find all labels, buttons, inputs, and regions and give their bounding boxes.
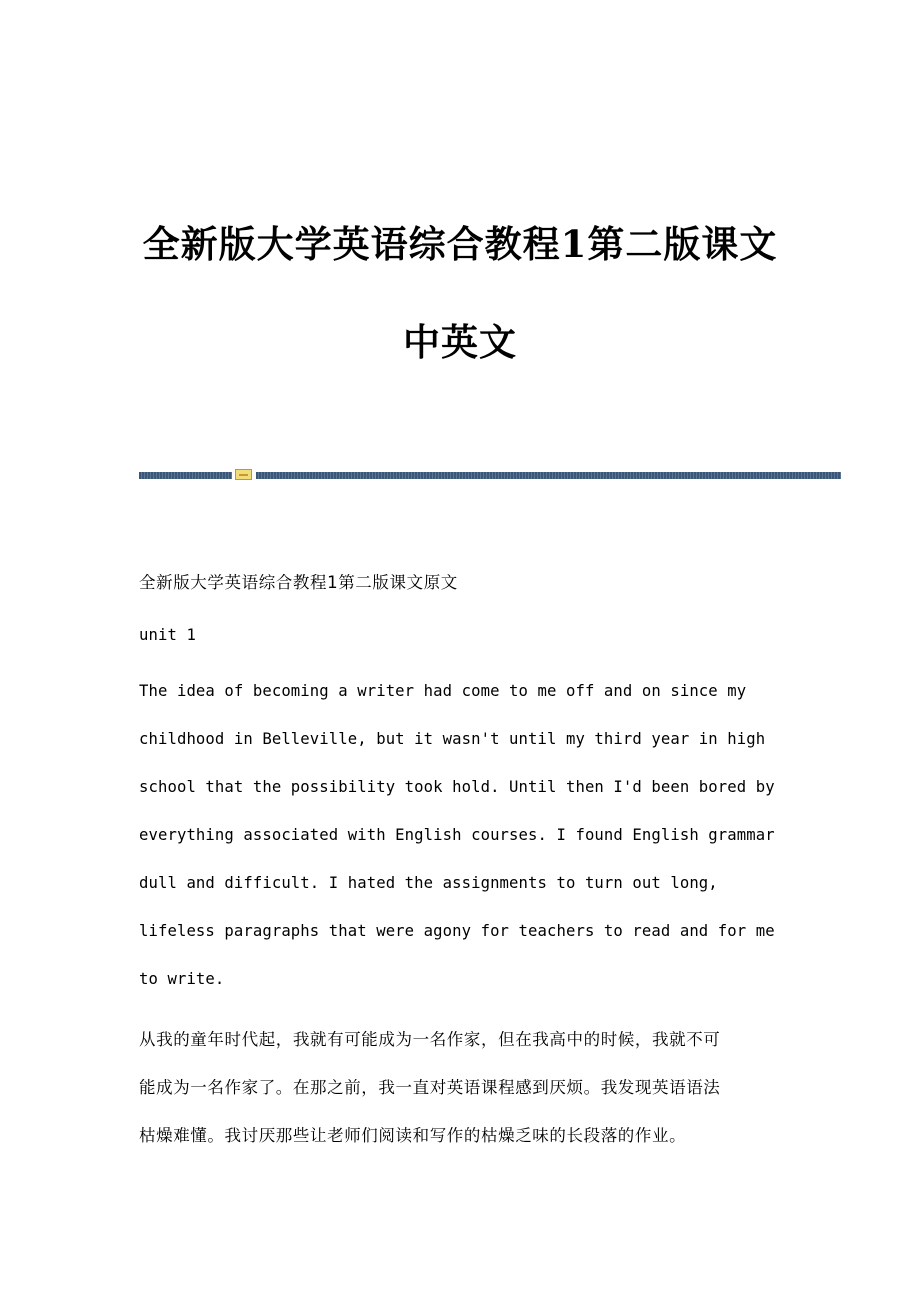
document-subtitle: 全新版大学英语综合教程1第二版课文原文 — [139, 573, 458, 592]
english-line: school that the possibility took hold. Until then I'd been bored by — [139, 778, 775, 796]
divider-ornament-icon — [235, 469, 252, 480]
english-line: The idea of becoming a writer had come to me off and on since my — [139, 682, 747, 700]
chinese-line: 能成为一名作家了。在那之前，我一直对英语课程感到厌烦。我发现英语语法 — [139, 1078, 721, 1097]
title-divider — [139, 469, 841, 481]
document-title-line-1: 全新版大学英语综合教程1第二版课文 — [142, 222, 778, 266]
english-line: to write. — [139, 970, 225, 988]
divider-bar-right — [256, 472, 841, 479]
divider-bar-left — [139, 472, 232, 479]
chinese-line: 从我的童年时代起，我就有可能成为一名作家，但在我高中的时候，我就不可 — [139, 1030, 721, 1049]
chinese-line: 枯燥难懂。我讨厌那些让老师们阅读和写作的枯燥乏味的长段落的作业。 — [139, 1126, 687, 1145]
english-line: lifeless paragraphs that were agony for teachers to read and for me — [139, 922, 775, 940]
english-line: dull and difficult. I hated the assignments to turn out long, — [139, 874, 718, 892]
english-line: everything associated with English courses. I found English grammar — [139, 826, 775, 844]
english-line: childhood in Belleville, but it wasn't until my third year in high — [139, 730, 766, 748]
unit-heading: unit 1 — [139, 626, 196, 644]
document-title-line-2: 中英文 — [403, 320, 517, 364]
